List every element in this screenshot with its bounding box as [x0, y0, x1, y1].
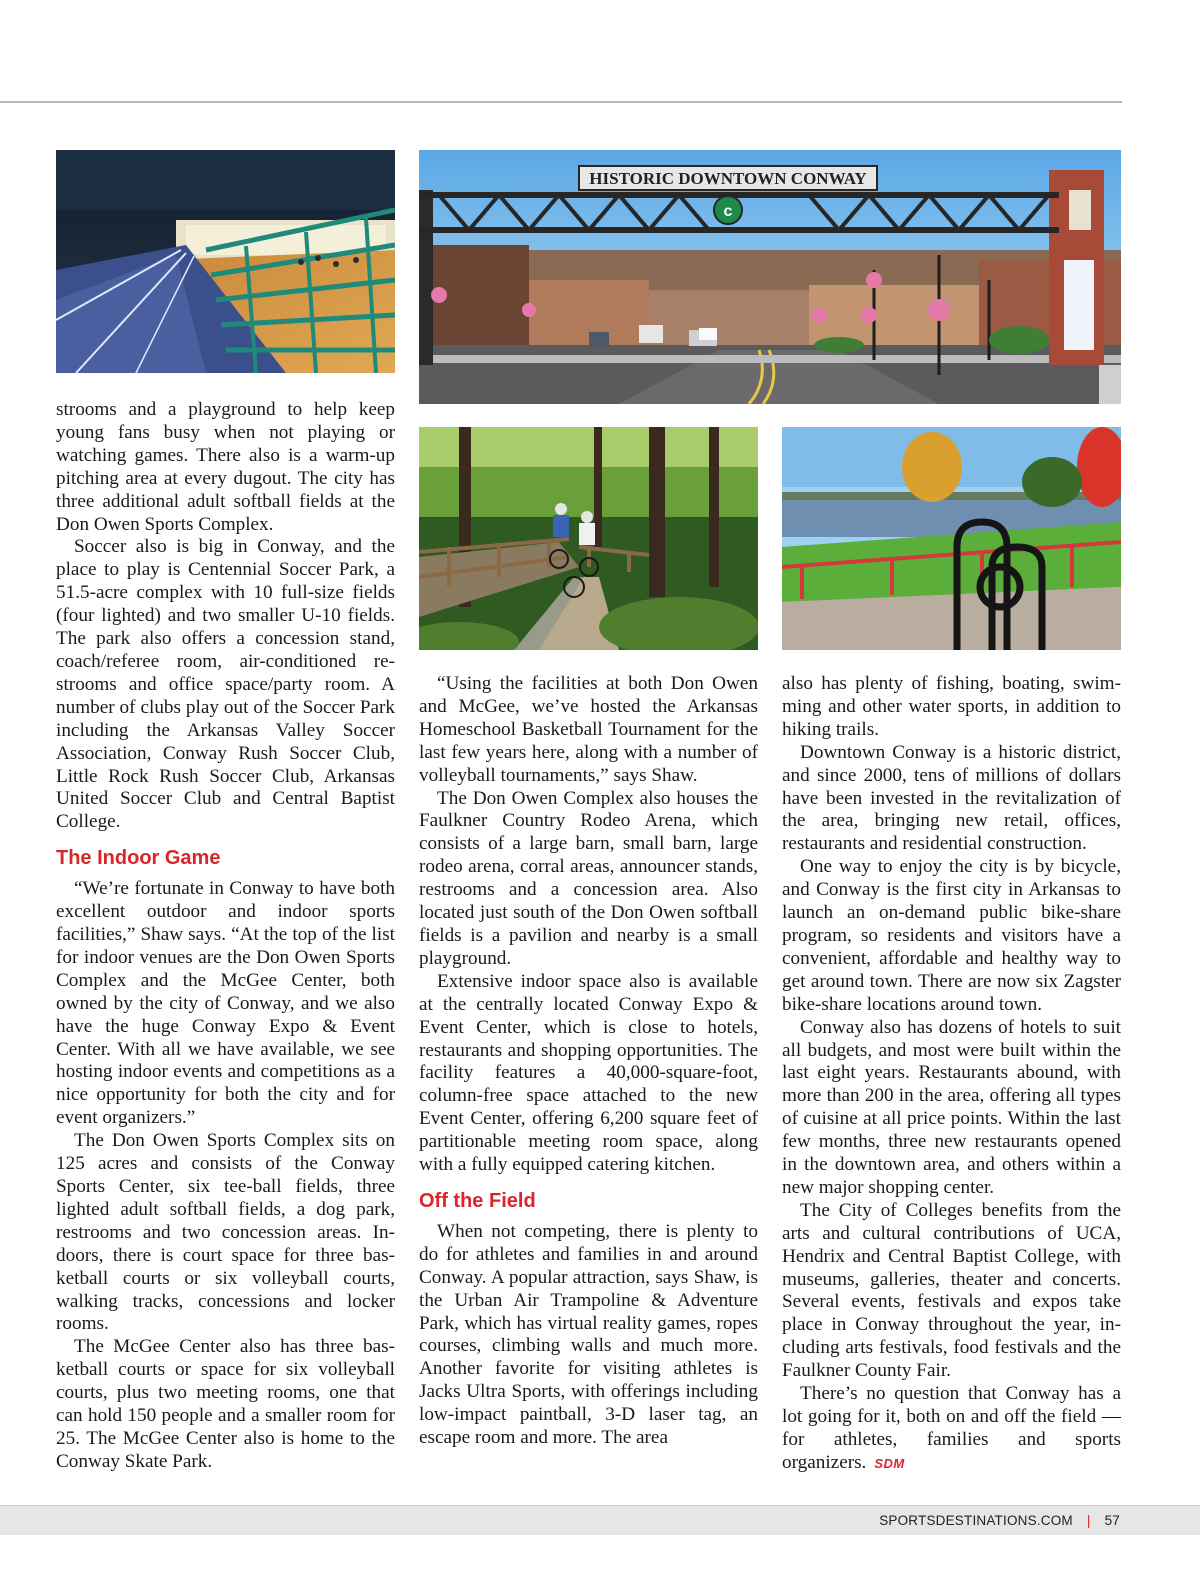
paragraph: Conway also has dozens of hotels to suit all budgets, and most were built within the last eight years. Restaurants abound, with more than 200 in the area, offering all types of cuisine at all price points. Within the last few months, three new restaurants opened in the downtown area, and others within a new major shopping center. [782, 1016, 1121, 1198]
paragraph: also has plenty of fishing, boating, swimming and other water sports, in addition to hiking trails. [782, 673, 1121, 740]
paragraph-text: There’s no question that Conway has a lot going for it, both on and off the field — for athletes, families and sports organizers. [782, 1383, 1121, 1473]
photo-indoor-gym [56, 150, 395, 373]
photo-lakeside [782, 427, 1121, 650]
paragraph: The McGee Center also has three basketball courts or space for six volleyball courts, plus two meeting rooms, one that can hold 150 people and a smaller room for 25. The McGee Center also is home to the Conway Skate Park. [56, 1336, 395, 1472]
paragraph: Soccer also is big in Conway, and the place to play is Centennial Soccer Park, a 51.5-acre complex with 10 full-size fields (four lighted) and two smaller U-10 fields. The park also offers a concession stand, coach/referee room, air-conditioned restrooms and office space/party room. A number of clubs play out of the Soccer Park including the Arkansas Valley Soccer Association, Conway Rush Soccer Club, Little Rock Rush Soccer Club, Arkansas United Soccer Club and Central Baptist College. [56, 536, 395, 833]
paragraph: Downtown Conway is a historic district, and since 2000, tens of millions of dollars have been invested in the revitalization of the area, bringing new retail, offices, restaurants and residential construction. [782, 741, 1121, 855]
paragraph-final [782, 1383, 1121, 1476]
paragraph: Extensive indoor space also is available at the centrally located Conway Expo & Event Center, which is close to hotels, restaurants and shopping opportunities. The facility features a 40,000-square-foot, column-free space attached to the new Event Center, offering 6,200 square feet of partitionable meeting room space, along with a fully equipped catering kitchen. [419, 970, 758, 1176]
photo-bike-trail [419, 427, 758, 650]
paragraph: The Don Owen Sports Complex sits on 125 acres and consists of the Conway Sports Center, six tee-ball fields, three lighted adult softball fields, a dog park, restrooms and two concession areas. Indoors, there is court space for three basketball courts or six volleyball courts, walking tracks, concessions and locker rooms. [56, 1130, 395, 1335]
sdm-end-mark: SDM [874, 1455, 905, 1471]
photo-downtown-conway [419, 150, 1121, 404]
page-number: 57 [1104, 1513, 1120, 1528]
paragraph: The City of Colleges benefits from the arts and cultural contributions of UCA, Hendrix and Central Baptist College, with museums, galleries, theater and concerts. Several events, festivals and expos take place in Conway throughout the year, including arts festivals, food festivals and the Faulkner County Fair. [782, 1199, 1121, 1382]
arch-sign-text: HISTORIC DOWNTOWN CONWAY [589, 169, 867, 188]
paragraph: When not competing, there is plenty to do for athletes and families in and around Conway. A popular attraction, says Shaw, is the Urban Air Trampoline & Adventure Park, which has virtual reality games, ropes courses, climbing walls and much more. Another favorite for visiting athletes is Jacks Ultra Sports, with offerings including low-impact paintball, 3-D laser tag, an escape room and more. The area [419, 1220, 758, 1449]
section-heading-indoor-game: The Indoor Game [56, 847, 221, 870]
top-rule [0, 101, 1122, 103]
svg-text:c: c [723, 203, 733, 220]
article-column-1 [56, 399, 395, 1474]
footer-site-url[interactable]: SPORTSDESTINATIONS.COM [879, 1513, 1073, 1528]
article-column-3 [782, 673, 1121, 1476]
footer-separator: | [1086, 1513, 1091, 1528]
paragraph: “We’re fortunate in Conway to have both excellent outdoor and indoor sports facilities,” Shaw says. “At the top of the list for indoor venues are the Don Owen Sports Complex and the McGee Center, both owned by the city of Conway, and we also have the huge Conway Expo & Event Center. With all we have available, we see hosting indoor events and competitions as a nice opportunity for both the city and for event organizers.” [56, 878, 395, 1129]
section-heading-off-the-field: Off the Field [419, 1189, 536, 1212]
paragraph: The Don Owen Complex also houses the Faulkner Country Rodeo Arena, which consists of a large barn, small barn, large rodeo arena, corral areas, announcer stands, restrooms and a concession area. Also located just south of the Don Owen softball fields is a pavilion and nearby is a small playground. [419, 787, 758, 969]
paragraph: “Using the facilities at both Don Owen and McGee, we’ve hosted the Arkansas Homeschool Basketball Tournament for the last few years here, along with a number of volleyball tournaments,” says Shaw. [419, 673, 758, 786]
article-column-2 [419, 673, 758, 1450]
paragraph: strooms and a playground to help keep young fans busy when not playing or watching games. There also is a warm-up pitching area at every dugout. The city has three additional adult softball fields at the Don Owen Sports Complex. [56, 399, 395, 535]
paragraph: One way to enjoy the city is by bicycle, and Conway is the first city in Arkansas to launch an on-demand public bike-share program, so residents and visitors have a convenient, affordable and healthy way to get around town. There are now six Zagster bike-share locations around town. [782, 856, 1121, 1015]
footer [879, 1513, 1120, 1528]
